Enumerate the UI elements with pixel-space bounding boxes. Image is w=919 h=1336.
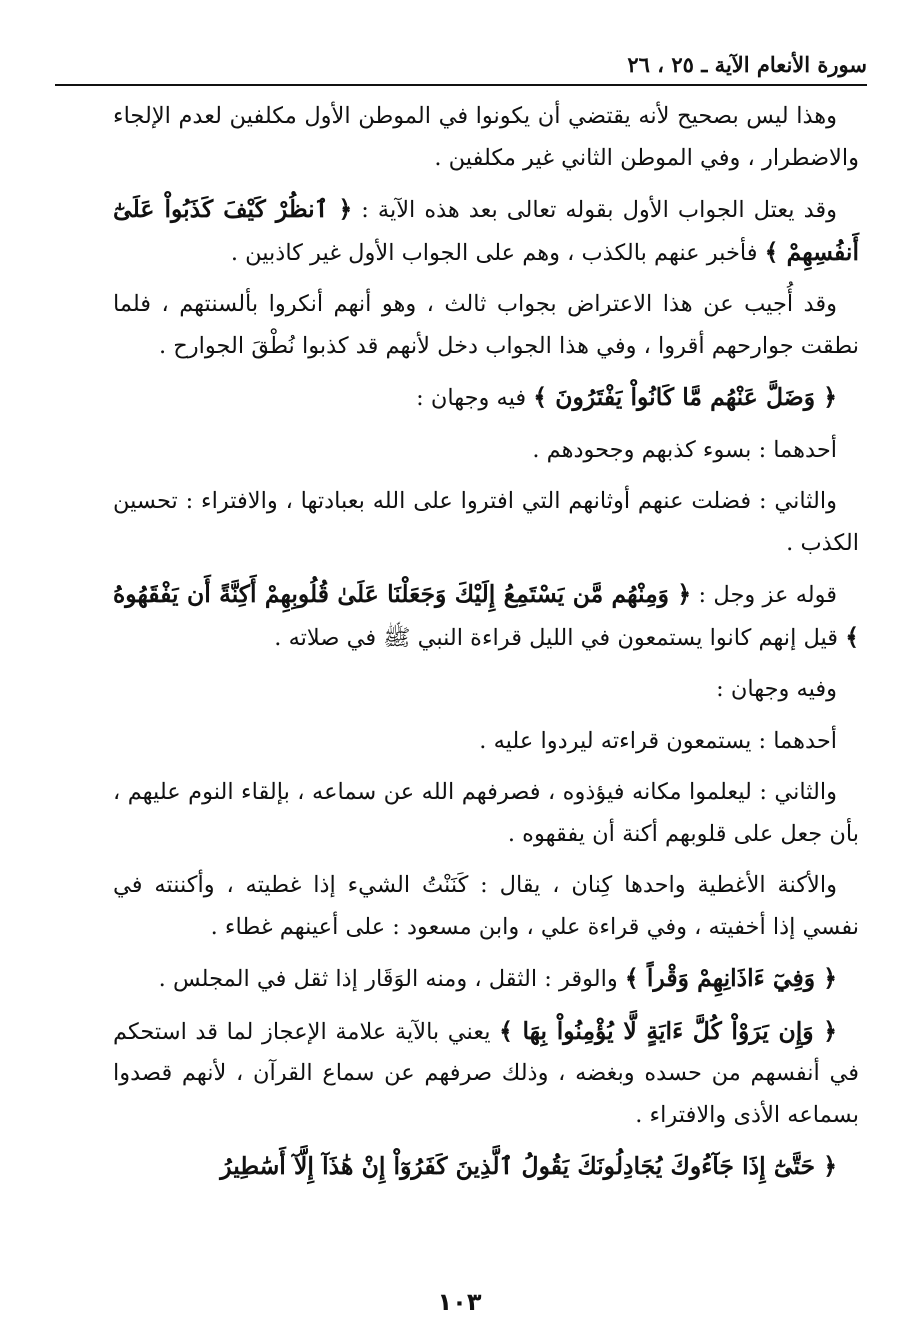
text-body xyxy=(113,96,859,1199)
paragraph xyxy=(113,430,859,472)
paragraph xyxy=(113,669,859,711)
commentary-text: والثاني : ليعلموا مكانه فيؤذوه ، فصرفهم الله عن سماعه ، بإلقاء النوم عليهم ، بأن جعل على قلوبهم أكنة أن يفقهوه . xyxy=(113,779,859,847)
paragraph xyxy=(113,865,859,948)
paragraph xyxy=(113,772,859,855)
paragraph xyxy=(113,481,859,564)
commentary-text: قوله عز وجل : xyxy=(691,582,838,608)
commentary-text: يعني بالآية علامة الإعجاز لما قد استحكم في أنفسهم من حسده وبغضه ، وذلك صرفهم عن سماع القرآن ، لأنهم قصدوا بسماعه الأذى والافتراء . xyxy=(113,1018,860,1128)
commentary-text: فيه وجهان : xyxy=(416,385,534,411)
paragraph xyxy=(113,958,859,1001)
commentary-text: والثاني : فضلت عنهم أوثانهم التي افتروا على الله بعبادتها ، والافتراء : تحسين الكذب . xyxy=(113,488,859,556)
quran-verse: ﴿ وَمِنْهُم مَّن يَسْتَمِعُ إِلَيْكَ وَجَعَلْنَا عَلَىٰ قُلُوبِهِمْ أَكِنَّةً أَن يَفْقَهُوهُ ﴾ xyxy=(113,580,859,651)
paragraph xyxy=(113,721,859,763)
header-rule xyxy=(55,84,867,86)
commentary-text: وقد أُجيب عن هذا الاعتراض بجواب ثالث ، وهو أنهم أنكروا بألسنتهم ، فلما نطقت جوارحهم أقروا ، وفي هذا الجواب دخل لأنهم قد كذبوا نُطْقَ الجوارح . xyxy=(113,291,859,359)
running-title: سورة الأنعام الآية ـ ٢٥ ، ٢٦ xyxy=(627,52,867,77)
commentary-text: فأخبر عنهم بالكذب ، وهم على الجواب الأول غير كاذبين . xyxy=(230,239,765,266)
quran-verse: ﴿ وَإِن يَرَوْاْ كُلَّ ءَايَةٍ لَّا يُؤْمِنُواْ بِهَا ﴾ xyxy=(499,1016,837,1045)
paragraph xyxy=(113,1146,859,1189)
paragraph xyxy=(113,377,859,420)
quran-verse: ﴿ وَضَلَّ عَنْهُم مَّا كَانُواْ يَفْتَرُونَ ﴾ xyxy=(533,383,837,411)
paragraph xyxy=(113,284,859,367)
paragraph xyxy=(113,96,859,179)
paragraph xyxy=(113,574,859,659)
commentary-text: أحدهما : يستمعون قراءته ليردوا عليه . xyxy=(479,727,837,754)
commentary-text: والأكنة الأغطية واحدها كِنان ، يقال : كَنَنْتُ الشيء إذا غطيته ، وأكننته في نفسي إذا أخفيته ، وفي قراءة علي ، وابن مسعود : على أعينهم غطاء . xyxy=(113,872,859,940)
commentary-text: وقد يعتل الجواب الأول بقوله تعالى بعد هذه الآية : xyxy=(352,197,837,223)
commentary-text: أحدهما : بسوء كذبهم وجحودهم . xyxy=(532,436,837,463)
paragraph xyxy=(113,189,859,274)
quran-verse: ﴿ وَفِيٓ ءَاذَانِهِمْ وَقْراً ﴾ xyxy=(624,964,837,992)
paragraph xyxy=(113,1011,859,1137)
commentary-text: قيل إنهم كانوا يستمعون في الليل قراءة النبي ﷺ في صلاته . xyxy=(274,624,846,651)
quran-verse: ﴿ حَتَّىٰٓ إِذَا جَآءُوكَ يُجَادِلُونَكَ يَقُولُ ٱلَّذِينَ كَفَرُوٓاْ إِنْ هَٰذَآ إِلَّآ أَسَٰطِيرُ xyxy=(220,1152,837,1180)
commentary-text: وفيه وجهان : xyxy=(716,676,837,702)
commentary-text: وهذا ليس بصحيح لأنه يقتضي أن يكونوا في الموطن الأول مكلفين لعدم الإلجاء والاضطرار ، وفي الموطن الثاني غير مكلفين . xyxy=(113,103,859,171)
commentary-text: والوقر : الثقل ، ومنه الوَقَار إذا ثقل في المجلس . xyxy=(158,966,625,992)
page-number: ١٠٣ xyxy=(437,1288,482,1316)
quran-verse: ﴿ ٱنظُرْ كَيْفَ كَذَبُواْ عَلَىٰٓ أَنفُسِهِمْ ﴾ xyxy=(113,195,859,266)
